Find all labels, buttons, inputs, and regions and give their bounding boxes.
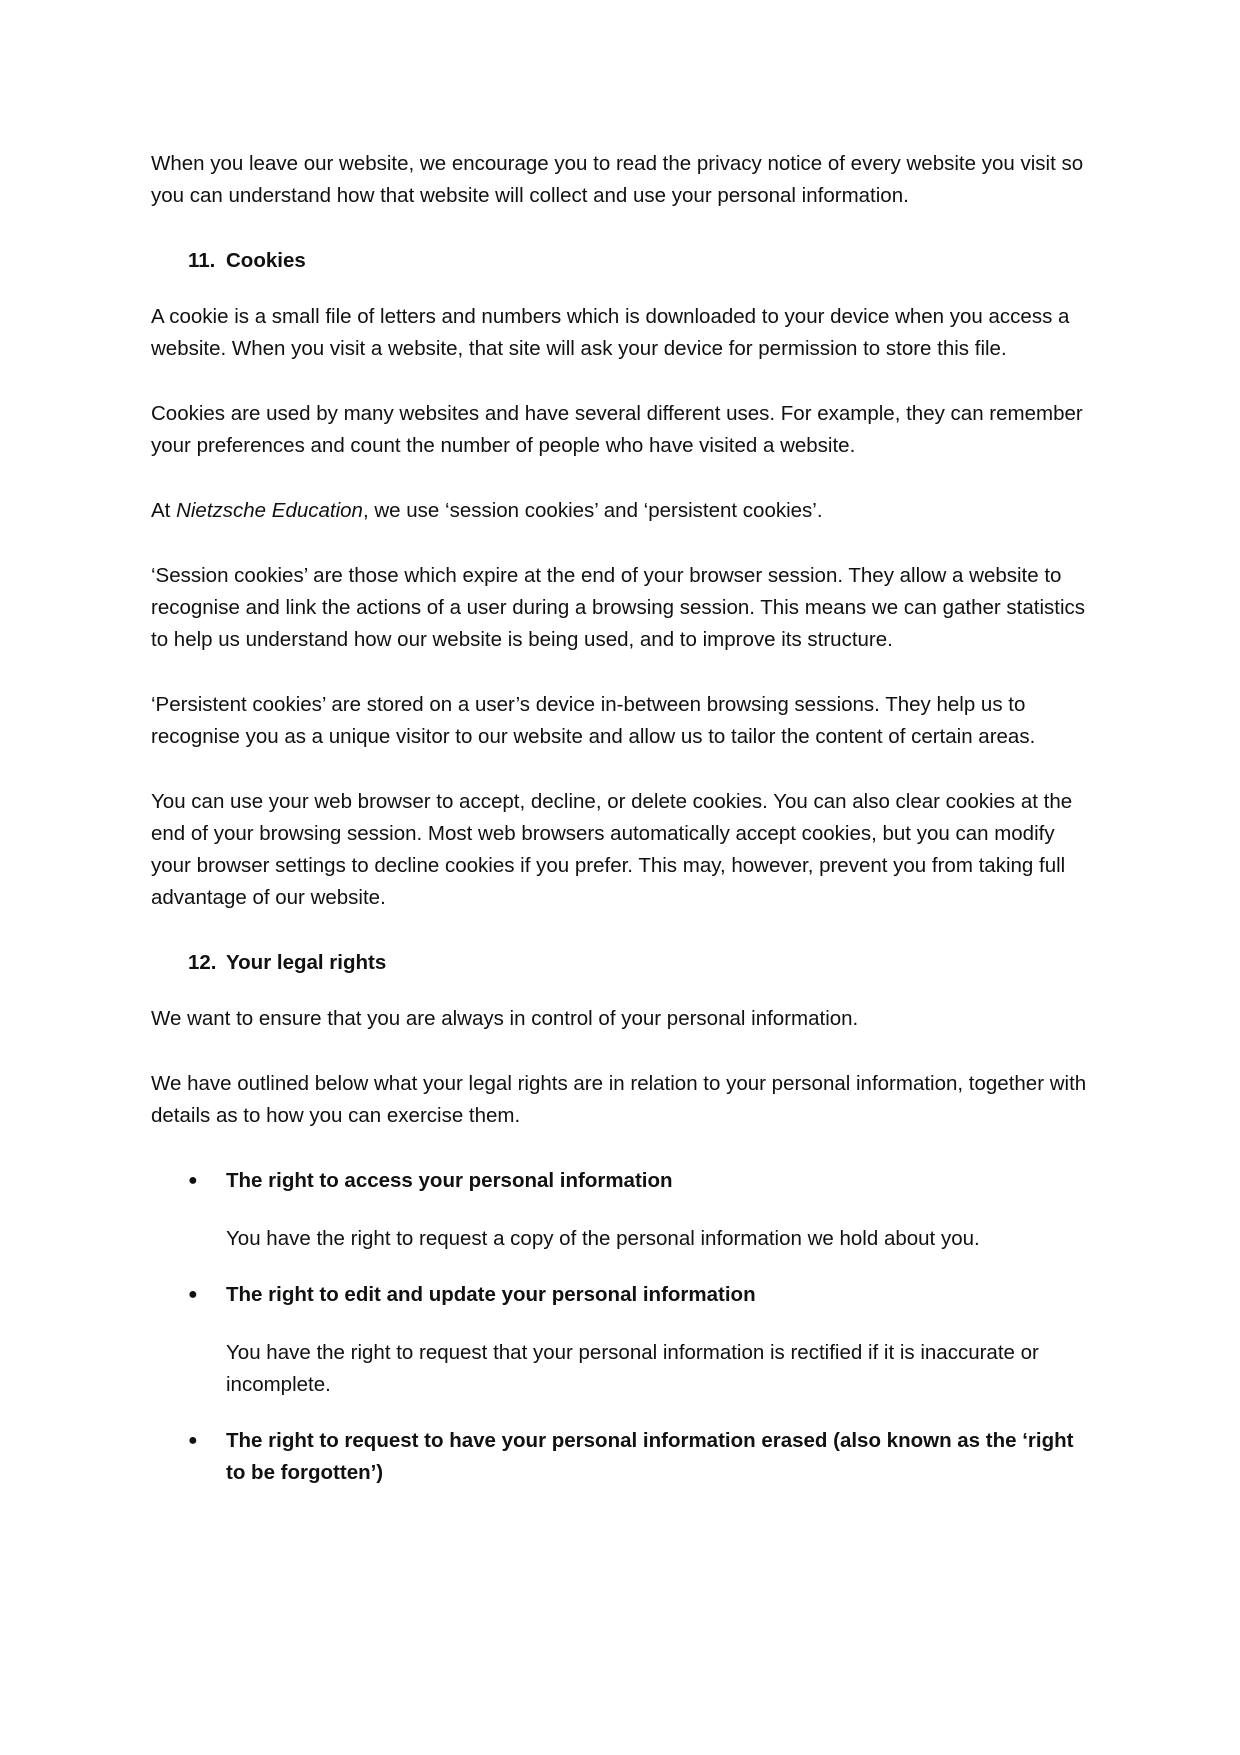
section-number: 12. (188, 951, 217, 974)
list-item (151, 1425, 1096, 1489)
right-description: You have the right to request that your personal information is rectified if it is inaccurate or incomplete. (226, 1341, 1039, 1396)
bullet-icon: ● (188, 1286, 198, 1303)
document-page (151, 148, 1096, 1515)
cookies-paragraph-uses: Cookies are used by many websites and have several different uses. For example, they can remember your preferences and count the number of people who have visited a website. (151, 402, 1083, 457)
cookies-paragraph-types (151, 495, 1096, 527)
list-item (151, 1165, 1096, 1197)
right-description: You have the right to request a copy of the personal information we hold about you. (226, 1227, 980, 1250)
list-item (151, 1279, 1096, 1311)
right-title: The right to edit and update your personal information (226, 1283, 756, 1306)
section-title: Cookies (226, 249, 306, 272)
cookies-paragraph-persistent: ‘Persistent cookies’ are stored on a user’s device in-between browsing sessions. They help us to recognise you as a unique visitor to our website and allow us to tailor the content of certain areas. (151, 693, 1036, 748)
right-title: The right to request to have your personal information erased (also known as the ‘right to be forgotten’) (226, 1429, 1074, 1484)
cookies-paragraph-browser: You can use your web browser to accept, decline, or delete cookies. You can also clear cookies at the end of your browsing session. Most web browsers automatically accept cookies, but you can modify your browser settings to decline cookies if you prefer. This may, however, prevent you from taking full advantage of our website. (151, 790, 1073, 909)
section-heading-cookies (151, 245, 1096, 277)
cookies-paragraph-session: ‘Session cookies’ are those which expire at the end of your browser session. They allow a website to recognise and link the actions of a user during a browsing session. This means we can gather statistics to help us understand how our website is being used, and to improve its structure. (151, 564, 1086, 651)
intro-paragraph: When you leave our website, we encourage you to read the privacy notice of every website you visit so you can understand how that website will collect and use your personal information. (151, 152, 1084, 207)
rights-paragraph-control: We want to ensure that you are always in control of your personal information. (151, 1007, 859, 1030)
text-fragment: , we use ‘session cookies’ and ‘persistent cookies’. (362, 499, 823, 522)
bullet-icon: ● (188, 1172, 198, 1189)
text-fragment: At (151, 499, 177, 522)
company-name: Nietzsche Education (176, 499, 363, 522)
right-title: The right to access your personal information (226, 1169, 673, 1192)
cookies-paragraph-definition: A cookie is a small file of letters and numbers which is downloaded to your device when you access a website. When you visit a website, that site will ask your device for permission to store this file. (151, 305, 1070, 360)
rights-paragraph-outline: We have outlined below what your legal rights are in relation to your personal information, together with details as to how you can exercise them. (151, 1072, 1087, 1127)
section-heading-legal-rights (151, 947, 1096, 979)
section-title: Your legal rights (226, 951, 387, 974)
bullet-icon: ● (188, 1432, 198, 1449)
section-number: 11. (188, 249, 216, 272)
